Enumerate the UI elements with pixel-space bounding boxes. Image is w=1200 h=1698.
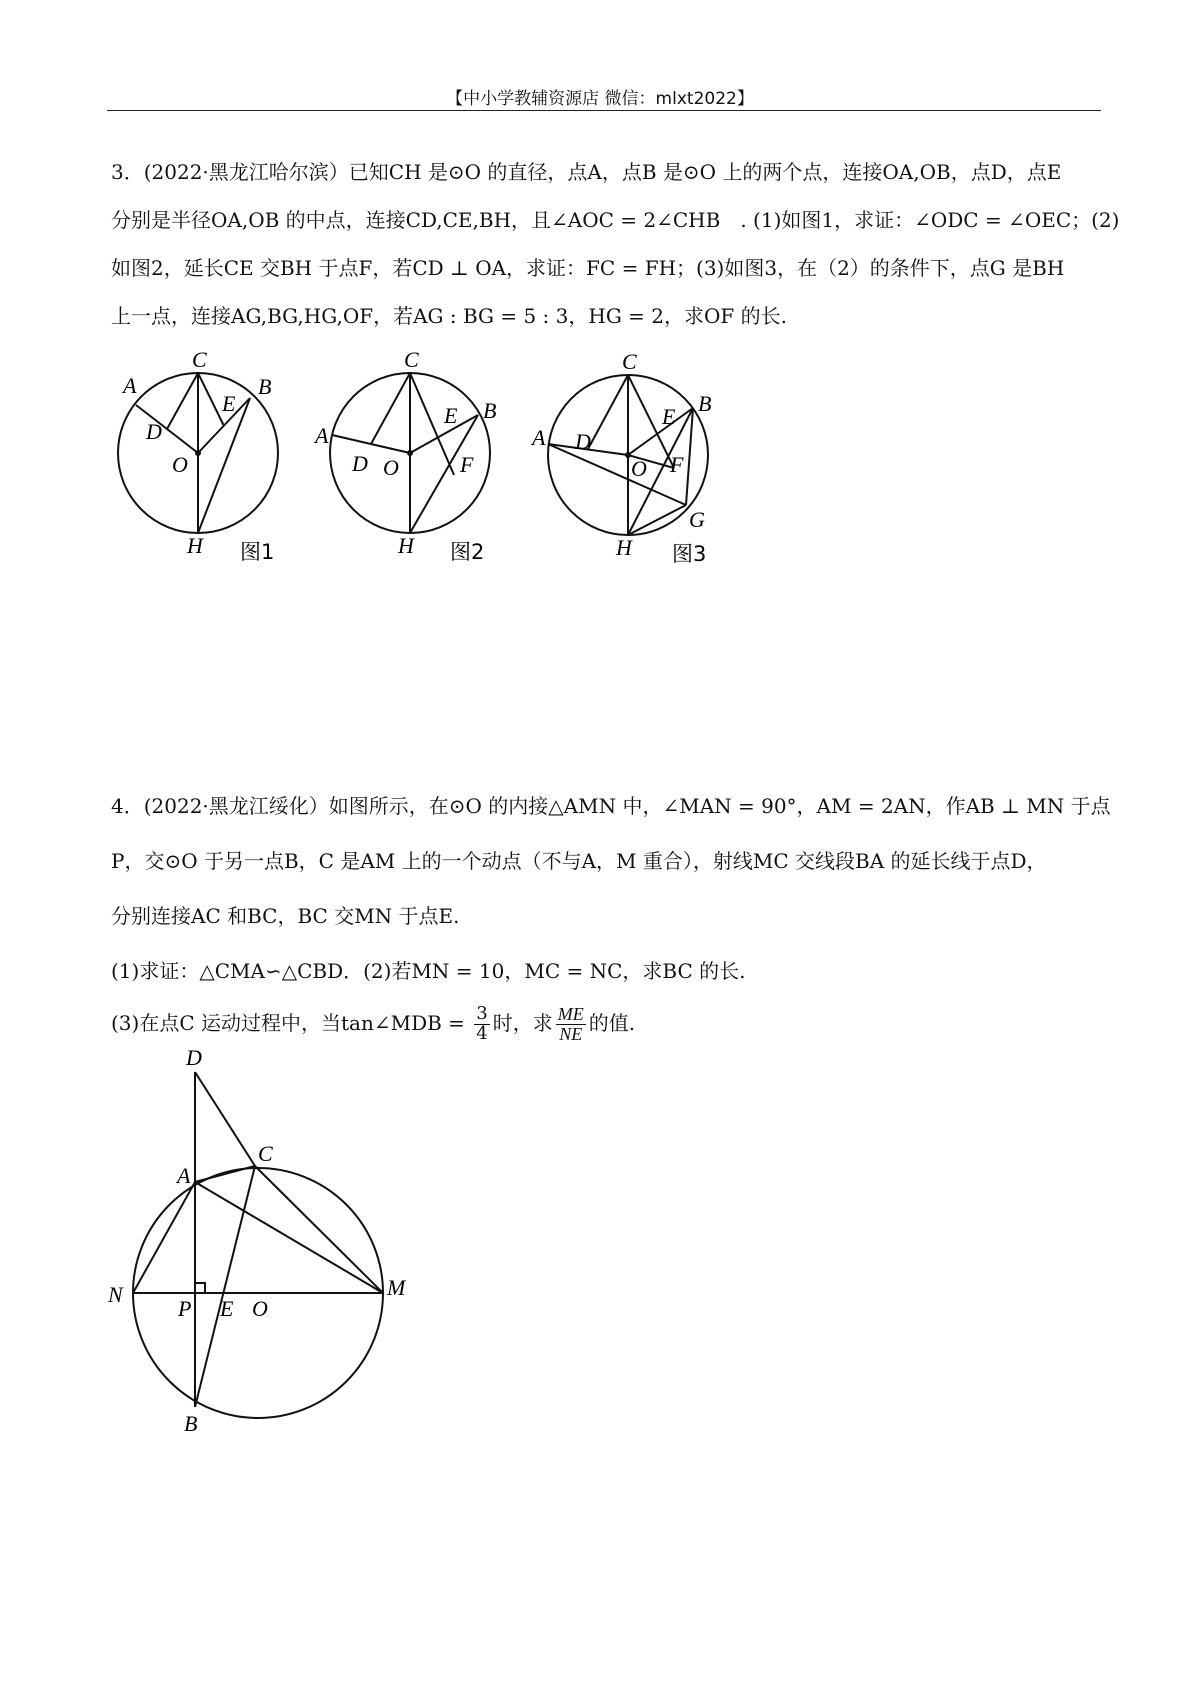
problem4-line5-middle: 时，求 [492, 1010, 553, 1035]
fig1-caption: 图1 [240, 540, 275, 564]
problem4-line-5 [111, 1005, 635, 1044]
fig3-label-H: H [616, 535, 632, 560]
figure-4 [100, 1045, 430, 1436]
problem4-line5-after: 的值. [588, 1010, 636, 1035]
page-header: 【中小学教辅资源店 微信：mlxt2022】 [446, 89, 754, 109]
figure-3 [525, 345, 725, 570]
problem3-line-2: 分别是半径OA,OB 的中点，连接CD,CE,BH，且∠AOC = 2∠CHB . (1)如图1，求证：∠ODC = ∠OEC；(2) [111, 208, 1120, 232]
fig2-label-H: H [398, 533, 414, 558]
fig1-label-H: H [187, 533, 203, 558]
ratio-fraction [556, 1005, 586, 1044]
problem3-line-4: 上一点，连接AG,BG,HG,OF，若AG : BG = 5 : 3，HG = 2，求OF 的长. [111, 304, 787, 328]
fig3-label-G: G [689, 507, 705, 532]
fig3-label-O: O [631, 456, 647, 481]
problem3-line-1: 3．(2022·黑龙江哈尔滨）已知CH 是⊙O 的直径，点A，点B 是⊙O 上的两个点，连接OA,OB，点D，点E [111, 160, 1062, 184]
figure-2 [300, 345, 500, 570]
fig4-label-B: B [184, 1411, 198, 1436]
fig2-label-F: F [460, 452, 474, 477]
figure-1 [100, 345, 300, 570]
fig3-label-F: F [670, 452, 684, 477]
fig4-label-M: M [387, 1275, 406, 1300]
problem4-line5-before: (3)在点C 运动过程中，当tan∠MDB = [111, 1010, 472, 1035]
fig3-label-A: A [532, 425, 546, 450]
fig3-label-B: B [698, 391, 712, 416]
fig1-label-A: A [123, 373, 137, 398]
fig4-label-O: O [252, 1296, 268, 1321]
fig3-label-D: D [575, 429, 591, 454]
problem4-line-3: 分别连接AC 和BC，BC 交MN 于点E. [111, 904, 460, 928]
ratio-fraction-numerator: ME [557, 1004, 584, 1024]
fig4-label-A: A [177, 1163, 191, 1188]
problem4-line-2: P，交⊙O 于另一点B，C 是AM 上的一个动点（不与A，M 重合），射线MC 交线段BA 的延长线于点D， [111, 849, 1047, 873]
fig3-caption: 图3 [672, 542, 707, 566]
ratio-fraction-denominator: NE [559, 1023, 583, 1044]
fig2-label-D: D [352, 451, 368, 476]
fig2-label-A: A [315, 423, 329, 448]
fig2-label-E: E [444, 403, 458, 428]
fig3-label-C: C [622, 349, 637, 374]
fig2-label-C: C [404, 347, 419, 372]
fig4-label-C: C [258, 1141, 273, 1166]
fig1-label-O: O [172, 452, 188, 477]
header-rule [107, 110, 1101, 111]
tan-fraction-numerator: 3 [476, 1003, 488, 1024]
problem3-line-3: 如图2，延长CE 交BH 于点F，若CD ⊥ OA，求证：FC = FH；(3)如图3，在（2）的条件下，点G 是BH [111, 256, 1065, 280]
fig4-label-E: E [220, 1296, 234, 1321]
fig2-caption: 图2 [450, 540, 485, 564]
fig1-label-C: C [192, 347, 207, 372]
fig1-label-D: D [146, 419, 162, 444]
tan-fraction-denominator: 4 [476, 1022, 488, 1044]
fig4-label-P: P [178, 1296, 192, 1321]
fig3-label-E: E [662, 404, 676, 429]
fig1-label-E: E [222, 391, 236, 416]
fig4-label-D: D [186, 1045, 202, 1070]
fig2-label-O: O [383, 455, 399, 480]
tan-fraction [474, 1005, 489, 1044]
problem4-line-1: 4．(2022·黑龙江绥化）如图所示，在⊙O 的内接△AMN 中，∠MAN = 90°，AM = 2AN，作AB ⊥ MN 于点 [111, 794, 1111, 818]
fig2-label-B: B [483, 398, 497, 423]
problem4-line-4: (1)求证：△CMA∽△CBD．(2)若MN = 10，MC = NC，求BC 的长. [111, 959, 746, 983]
fig4-label-N: N [108, 1282, 123, 1307]
fig1-label-B: B [258, 374, 272, 399]
